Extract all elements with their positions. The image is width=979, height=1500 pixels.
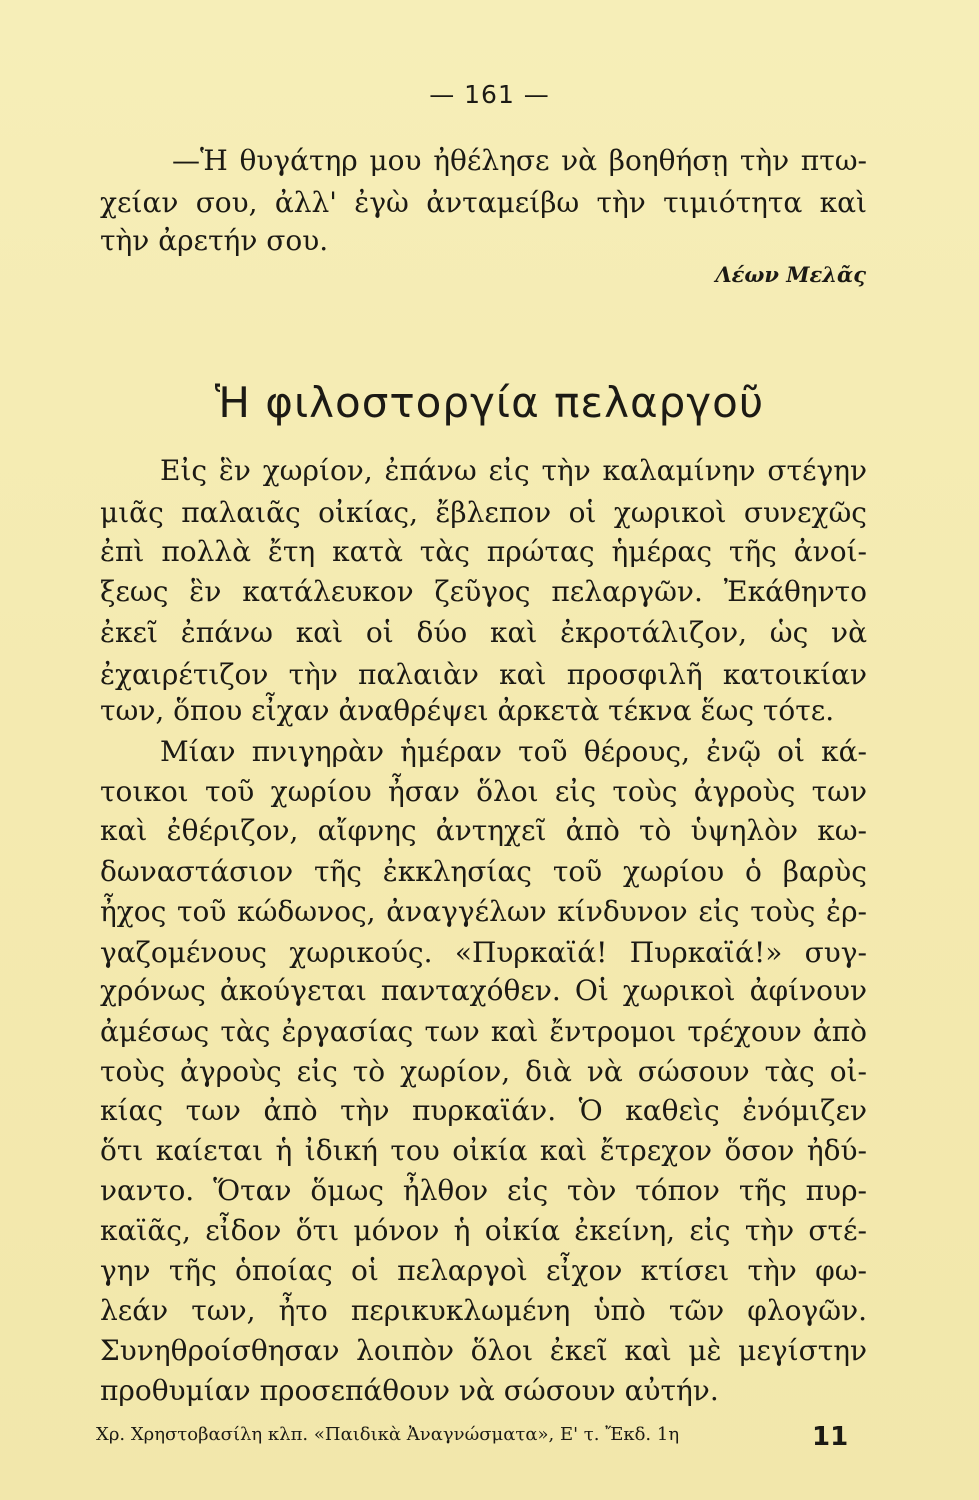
- body-line: ἦχος τοῦ κώδωνος, ἀναγγέλων κίνδυνον εἰς τοὺς ἐρ-: [100, 895, 867, 928]
- body-line: ὅτι καίεται ἡ ἰδική του οἰκία καὶ ἔτρεχον ὅσον ἠδύ-: [100, 1134, 867, 1167]
- body-line: δωναστάσιον τῆς ἐκκλησίας τοῦ χωρίου ὁ βαρὺς: [100, 855, 867, 888]
- body-line: Μίαν πνιγηρὰν ἡμέραν τοῦ θέρους, ἐνῷ οἱ κά-: [160, 735, 867, 768]
- body-line: λεάν των, ἦτο περικυκλωμένη ὑπὸ τῶν φλογῶν.: [100, 1294, 867, 1327]
- body-line: γαζομένους χωρικούς. «Πυρκαϊά! Πυρκαϊά!» συγ-: [100, 936, 867, 969]
- body-line: ναντο. Ὅταν ὅμως ἦλθον εἰς τὸν τόπον τῆς πυρ-: [100, 1174, 867, 1207]
- body-line: ξεως ἓν κατάλευκον ζεῦγος πελαργῶν. Ἐκάθηντο: [100, 575, 867, 608]
- body-line: καὶ ἐθέριζον, αἴφνης ἀντηχεῖ ἀπὸ τὸ ὑψηλὸν κω-: [100, 814, 867, 847]
- body-line: ἐπὶ πολλὰ ἔτη κατὰ τὰς πρώτας ἡμέρας τῆς ἀνοί-: [100, 535, 867, 568]
- story-title: Ἡ φιλοστοργία πελαργοῦ: [214, 378, 765, 427]
- body-line: ἐχαιρέτιζον τὴν παλαιὰν καὶ προσφιλῆ κατοικίαν: [100, 658, 867, 691]
- quote-line: χείαν σου, ἀλλ' ἐγὼ ἀνταμείβω τὴν τιμιότητα καὶ: [100, 186, 867, 219]
- body-line: ἐκεῖ ἐπάνω καὶ οἱ δύο καὶ ἐκροτάλιζον, ὡς νὰ: [100, 616, 867, 649]
- author-signature: Λέων Μελᾶς: [715, 262, 866, 287]
- body-line: των, ὅπου εἶχαν ἀναθρέψει ἀρκετὰ τέκνα ἕως τότε.: [100, 694, 835, 727]
- body-line: γην τῆς ὁποίας οἱ πελαργοὶ εἶχον κτίσει τὴν φω-: [100, 1254, 867, 1287]
- printer-signature-mark: 11: [812, 1422, 849, 1452]
- page-number: — 161 —: [429, 80, 550, 109]
- body-line: ἀμέσως τὰς ἐργασίας των καὶ ἔντρομοι τρέχουν ἀπὸ: [100, 1015, 867, 1048]
- body-line: μιᾶς παλαιᾶς οἰκίας, ἔβλεπον οἱ χωρικοὶ συνεχῶς: [100, 496, 867, 529]
- body-line: τοὺς ἀγροὺς εἰς τὸ χωρίον, διὰ νὰ σώσουν τὰς οἰ-: [100, 1055, 867, 1088]
- body-line: τοικοι τοῦ χωρίου ἦσαν ὅλοι εἰς τοὺς ἀγροὺς των: [100, 775, 867, 808]
- body-line: κίας των ἀπὸ τὴν πυρκαϊάν. Ὁ καθεὶς ἐνόμιζεν: [100, 1094, 867, 1127]
- quote-line: —Ἡ θυγάτηρ μου ἠθέλησε νὰ βοηθήσῃ τὴν πτω-: [172, 144, 867, 177]
- body-line: Εἰς ἓν χωρίον, ἐπάνω εἰς τὴν καλαμίνην στέγην: [160, 454, 867, 487]
- quote-line: τὴν ἀρετήν σου.: [100, 224, 329, 257]
- body-line: προθυμίαν προσεπάθουν νὰ σώσουν αὐτήν.: [100, 1374, 719, 1407]
- body-line: καϊᾶς, εἶδον ὅτι μόνον ἡ οἰκία ἐκείνη, εἰς τὴν στέ-: [100, 1214, 867, 1247]
- body-line: χρόνως ἀκούγεται πανταχόθεν. Οἱ χωρικοὶ ἀφίνουν: [100, 974, 867, 1007]
- body-line: Συνηθροίσθησαν λοιπὸν ὅλοι ἐκεῖ καὶ μὲ μεγίστην: [100, 1334, 867, 1367]
- source-footnote: Χρ. Χρηστοβασίλη κλπ. «Παιδικὰ Ἀναγνώσματα», Ε' τ. Ἔκδ. 1η: [96, 1424, 680, 1445]
